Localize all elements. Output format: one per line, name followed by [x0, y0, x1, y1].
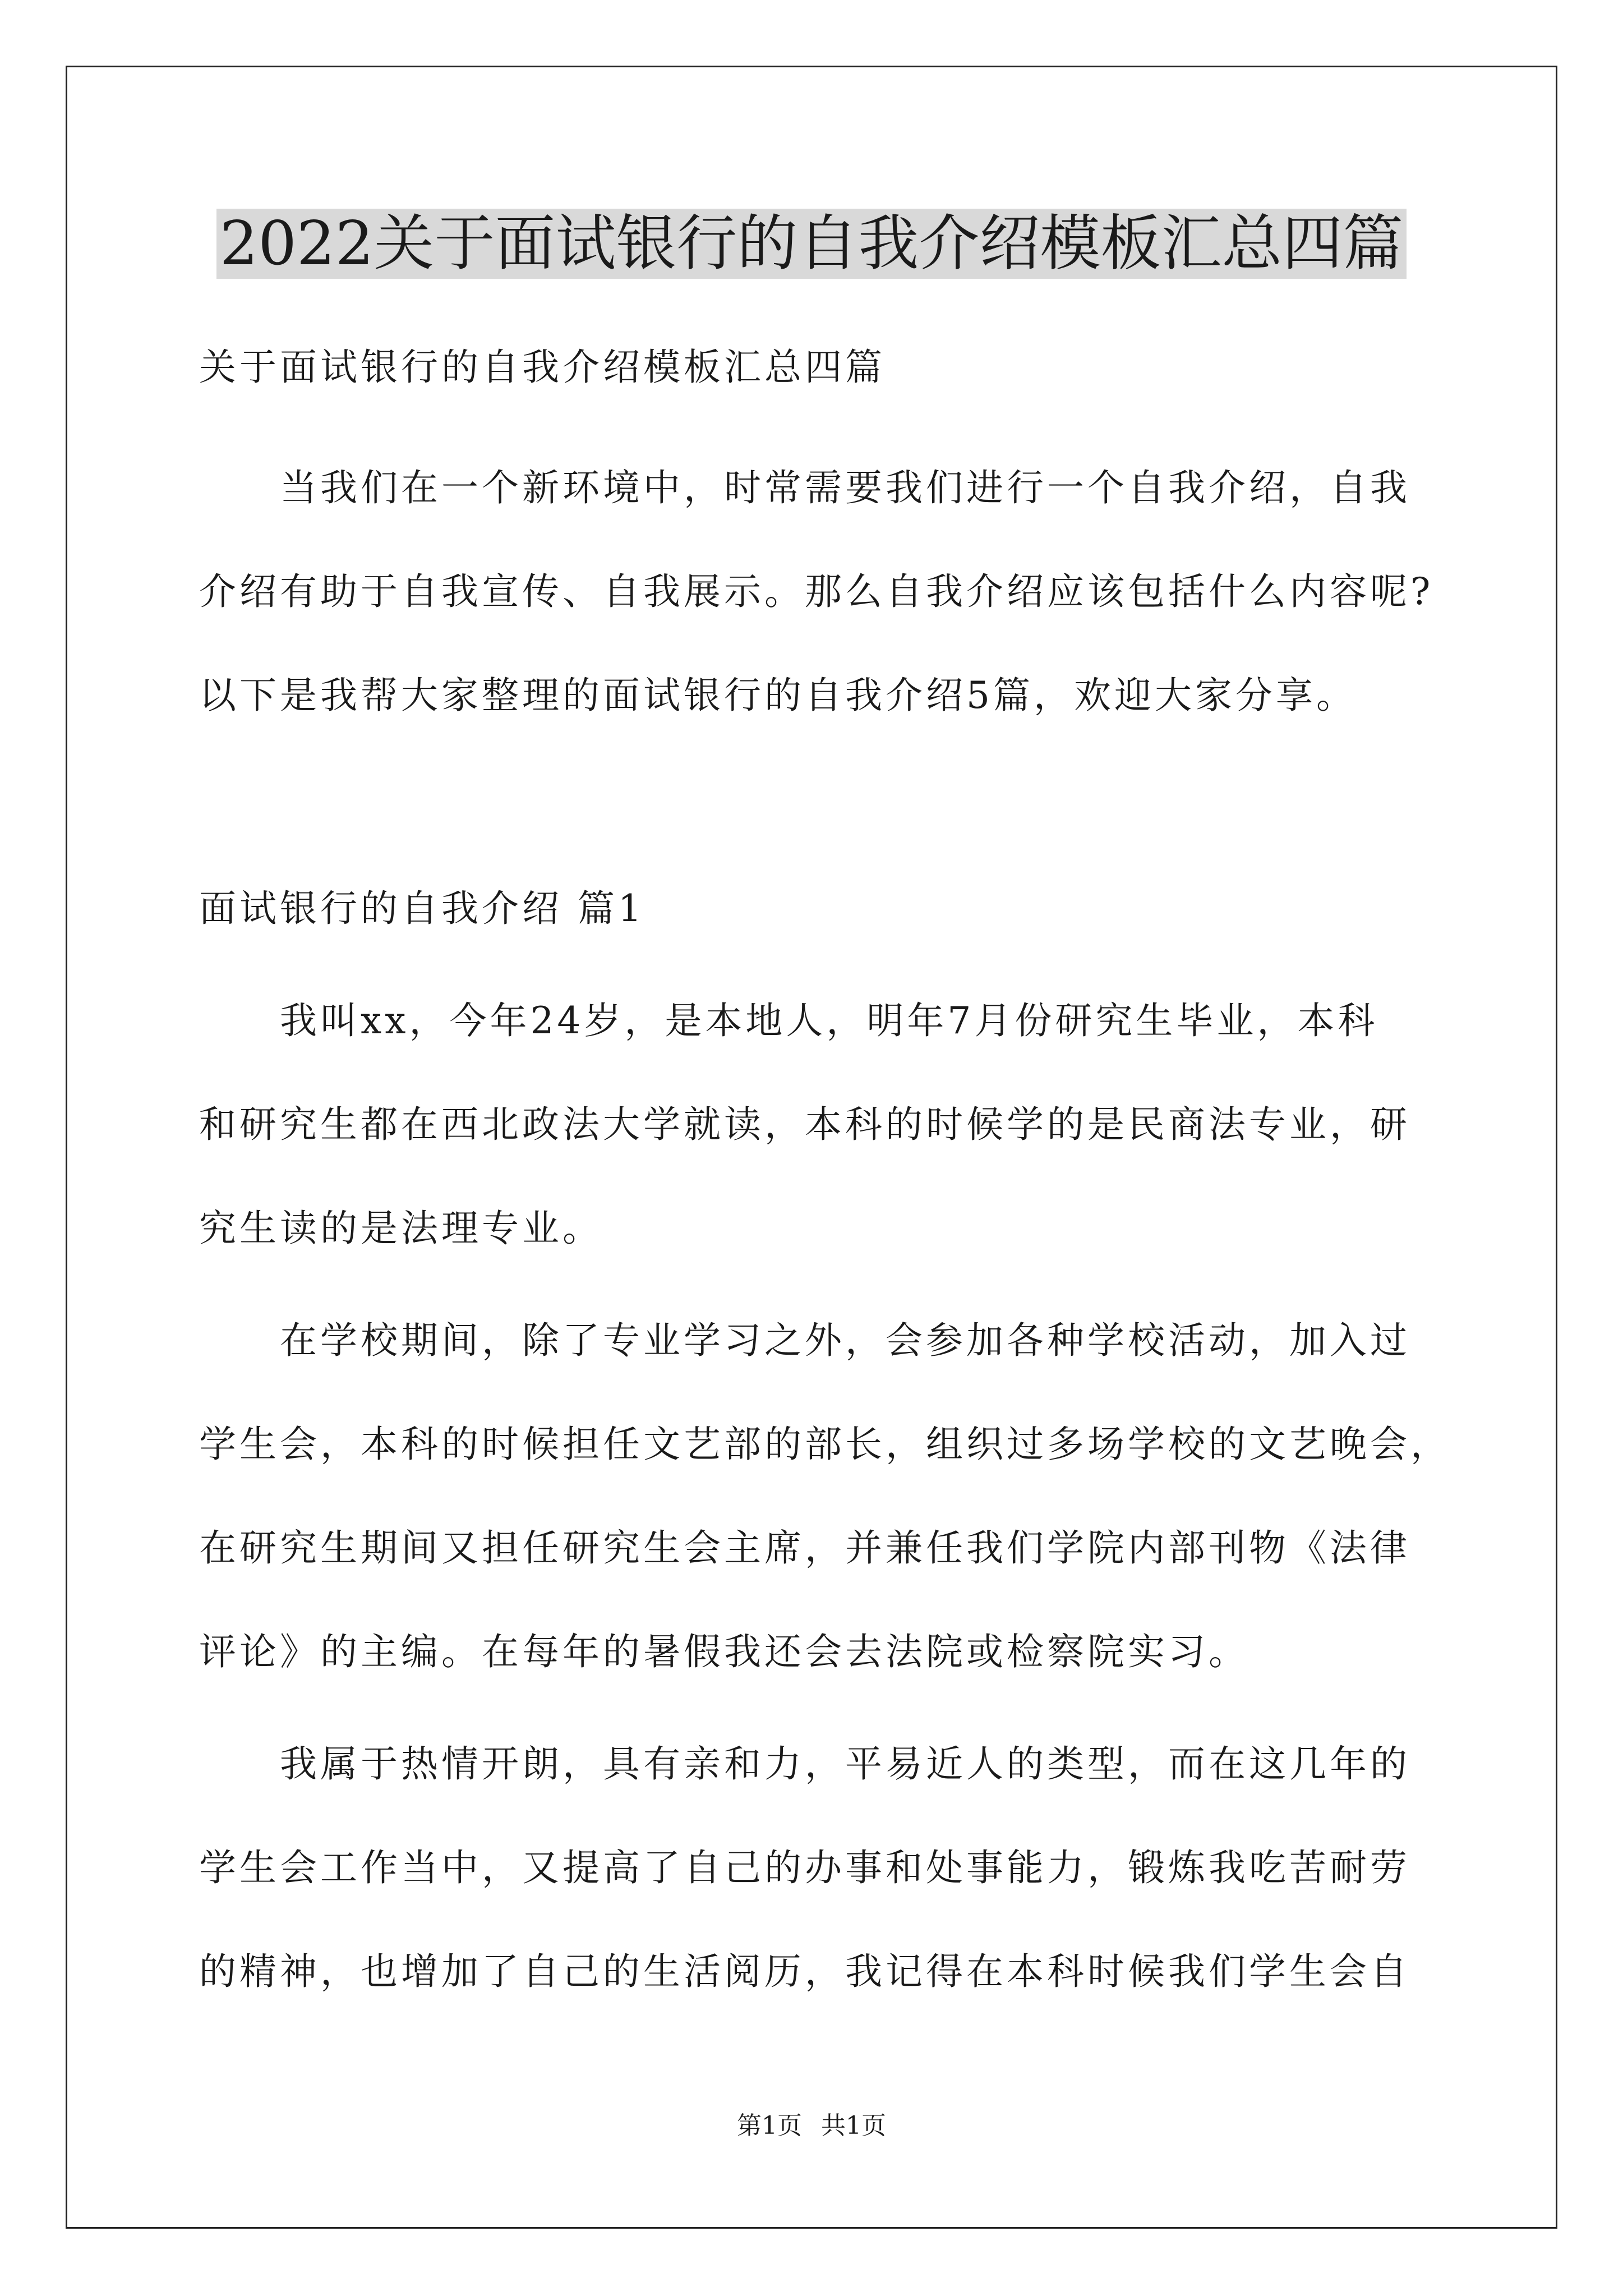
- body-line: 我属于热情开朗，具有亲和力，平易近人的类型，而在这几年的: [199, 1742, 1410, 1786]
- body-line: 学生会，本科的时候担任文艺部的部长，组织过多场学校的文艺晚会，: [199, 1423, 1451, 1466]
- body-line: 究生读的是法理专业。: [199, 1207, 603, 1250]
- body-line: 以下是我帮大家整理的面试银行的自我介绍5篇，欢迎大家分享。: [199, 674, 1357, 717]
- subtitle-line: 关于面试银行的自我介绍模板汇总四篇: [199, 346, 886, 389]
- body-line: 和研究生都在西北政法大学就读，本科的时候学的是民商法专业，研: [199, 1103, 1410, 1146]
- body-line: 当我们在一个新环境中，时常需要我们进行一个自我介绍，自我: [199, 466, 1410, 509]
- body-line: 介绍有助于自我宣传、自我展示。那么自我介绍应该包括什么内容呢?: [199, 570, 1434, 613]
- body-line: 的精神，也增加了自己的生活阅历，我记得在本科时候我们学生会自: [199, 1950, 1410, 1993]
- document-title: [0, 202, 1623, 286]
- body-line: 学生会工作当中，又提高了自己的办事和处事能力，锻炼我吃苦耐劳: [199, 1846, 1410, 1889]
- body-line: 我叫xx，今年24岁，是本地人，明年7月份研究生毕业，本科: [199, 999, 1378, 1042]
- section-heading: 面试银行的自我介绍 篇1: [199, 887, 645, 930]
- page-footer: 第1页 共1页: [737, 2111, 886, 2140]
- body-line: 在学校期间，除了专业学习之外，会参加各种学校活动，加入过: [199, 1319, 1410, 1362]
- body-line: 在研究生期间又担任研究生会主席，并兼任我们学院内部刊物《法律: [199, 1526, 1410, 1570]
- body-line: 评论》的主编。在每年的暑假我还会去法院或检察院实习。: [199, 1630, 1249, 1673]
- document-title-text: 2022关于面试银行的自我介绍模板汇总四篇: [216, 209, 1407, 279]
